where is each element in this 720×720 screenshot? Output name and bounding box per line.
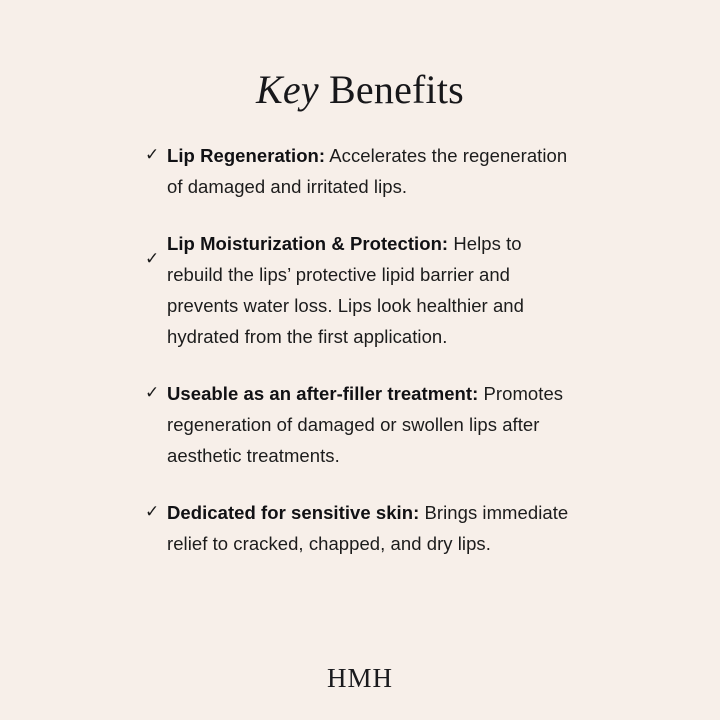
list-item-body: Helps to rebuild the lips’ protective lipid barrier and prevents water loss. Lips look healthier and hydrated from the first application.	[167, 233, 524, 347]
page-title	[256, 68, 464, 112]
check-icon: ✓	[145, 502, 160, 522]
check-icon: ✓	[145, 145, 160, 165]
list-item-body: Accelerates the regeneration of damaged and irritated lips.	[167, 145, 568, 197]
list-item-lead: Lip Regeneration:	[167, 145, 326, 166]
list-item	[145, 140, 575, 202]
list-item-body: Promotes regeneration of damaged or swollen lips after aesthetic treatments.	[167, 383, 564, 466]
benefits-list	[145, 140, 575, 559]
list-item-lead: Dedicated for sensitive skin:	[167, 502, 420, 523]
list-item-text	[167, 140, 575, 202]
list-item-text	[167, 228, 575, 352]
list-item	[145, 378, 575, 471]
list-item	[145, 497, 575, 559]
list-item	[145, 228, 575, 352]
page-title-accent: Key	[256, 67, 319, 112]
brand-logo: HMH	[326, 663, 393, 693]
check-icon: ✓	[145, 249, 160, 269]
list-item-text	[167, 497, 575, 559]
list-item-body: Brings immediate relief to cracked, chapped, and dry lips.	[167, 502, 569, 554]
check-icon: ✓	[145, 383, 160, 403]
list-item-lead: Useable as an after-filler treatment:	[167, 383, 479, 404]
list-item-lead: Lip Moisturization & Protection:	[167, 233, 449, 254]
page-title-rest: Benefits	[318, 67, 464, 112]
list-item-text	[167, 378, 575, 471]
